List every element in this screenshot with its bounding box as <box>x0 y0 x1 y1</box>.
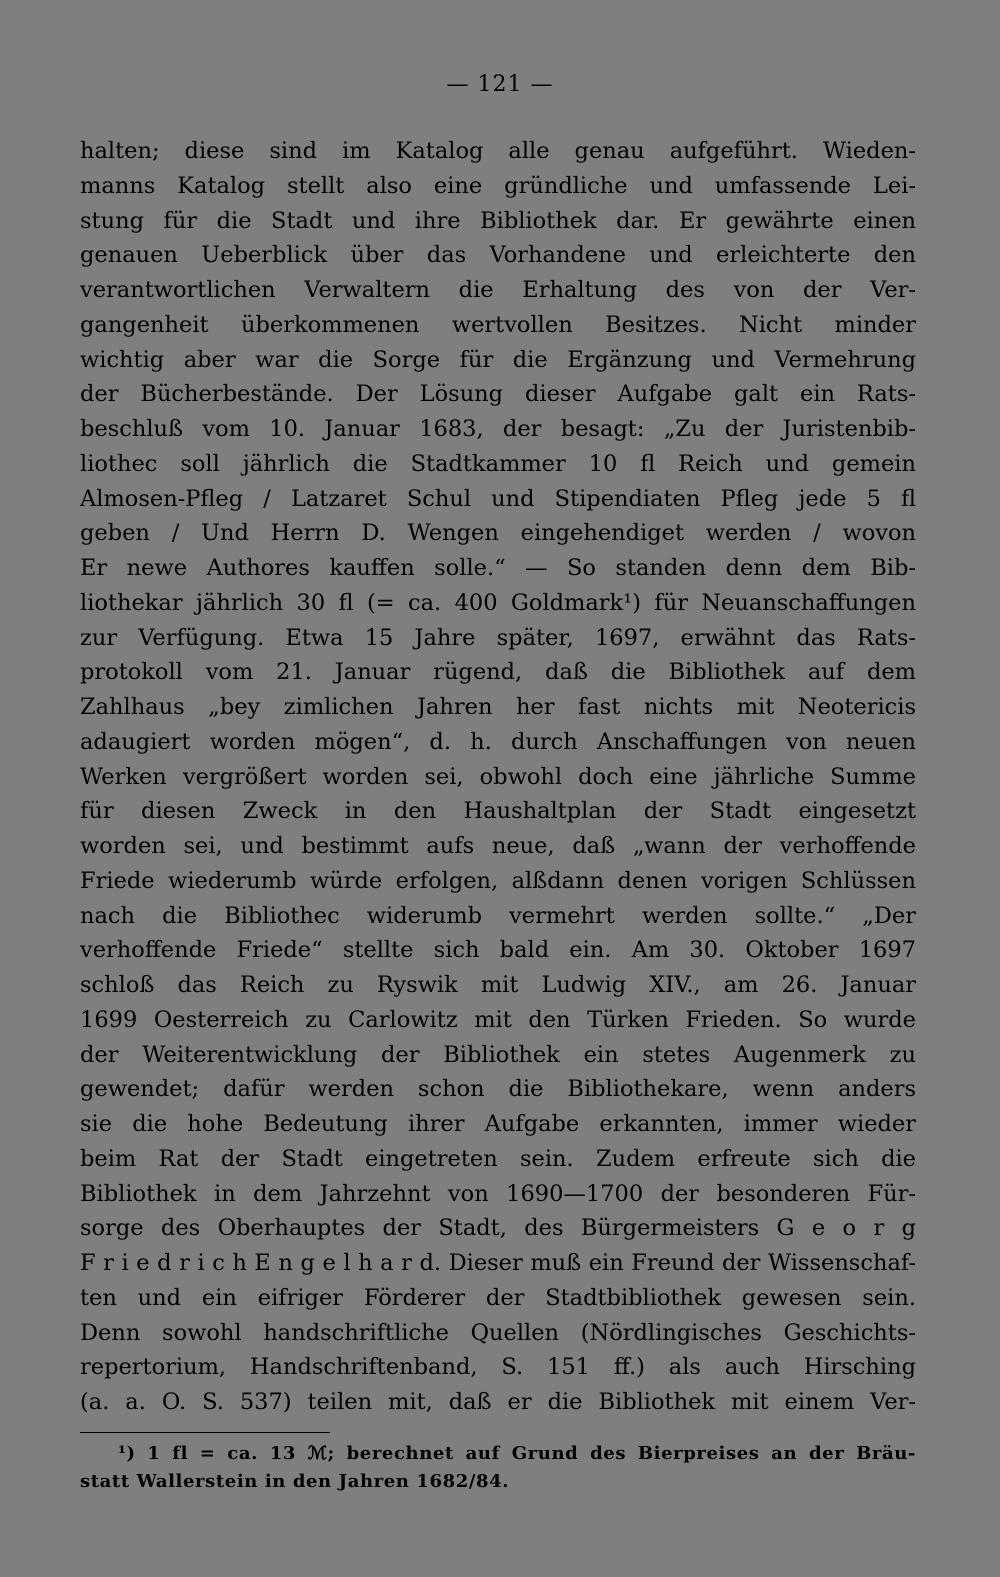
text-line: verantwortlichen Verwaltern die Erhaltung des von der Ver- <box>80 277 916 303</box>
text-line: stung für die Stadt und ihre Bibliothek dar. Er gewährte einen <box>80 207 916 234</box>
text-line: (a. a. O. S. 537) teilen mit, daß er die Bibliothek mit einem Ver- <box>80 1389 916 1415</box>
text-line: gangenheit überkommenen wertvollen Besitzes. Nicht minder <box>80 311 916 338</box>
text-line: zur Verfügung. Etwa 15 Jahre später, 1697, erwähnt das Rats- <box>80 624 916 651</box>
text-line: wichtig aber war die Sorge für die Ergänzung und Vermehrung <box>80 346 916 373</box>
text-line: F r i e d r i c h E n g e l h a r d. Dieser muß ein Freund der Wissenschaf- <box>80 1250 916 1276</box>
text-line: schloß das Reich zu Ryswik mit Ludwig XIV., am 26. Januar <box>80 972 916 998</box>
text-line: Er newe Authores kauffen solle.“ — So standen denn dem Bib- <box>80 555 916 581</box>
text-line: manns Katalog stellt also eine gründliche und umfassende Lei- <box>80 172 916 199</box>
text-line: 1699 Oesterreich zu Carlowitz mit den Türken Frieden. So wurde <box>80 1006 916 1033</box>
text-line: geben / Und Herrn D. Wengen eingehendiget werden / wovon <box>80 520 916 547</box>
text-line: verhoffende Friede“ stellte sich bald ein. Am 30. Oktober 1697 <box>80 937 916 964</box>
text-line: Werken vergrößert worden sei, obwohl doch eine jährliche Summe <box>80 763 916 790</box>
text-line: ten und ein eifriger Förderer der Stadtbibliothek gewesen sein. <box>80 1284 916 1311</box>
text-line: liothec soll jährlich die Stadtkammer 10 fl Reich und gemein <box>80 450 916 477</box>
text-line: protokoll vom 21. Januar rügend, daß die Bibliothek auf dem <box>80 659 916 686</box>
text-line: beschluß vom 10. Januar 1683, der besagt: „Zu der Juristenbib- <box>80 416 916 442</box>
text-line: adaugiert worden mögen“, d. h. durch Anschaffungen von neuen <box>80 728 916 755</box>
text-line: Denn sowohl handschriftliche Quellen (Nördlingisches Geschichts- <box>80 1319 916 1346</box>
text-line: Almosen-Pfleg / Latzaret Schul und Stipendiaten Pfleg jede 5 fl <box>80 485 916 512</box>
text-line: halten; diese sind im Katalog alle genau aufgeführt. Wieden- <box>80 138 916 164</box>
text-line: nach die Bibliothec widerumb vermehrt werden sollte.“ „Der <box>80 902 916 929</box>
text-line: beim Rat der Stadt eingetreten sein. Zudem erfreute sich die <box>80 1145 916 1172</box>
text-line: gewendet; dafür werden schon die Bibliothekare, wenn anders <box>80 1076 916 1103</box>
footnote-line: ¹) 1 fl = ca. 13 ℳ; berechnet auf Grund des Bierpreises an der Bräu- <box>118 1443 916 1464</box>
text-line: Friede wiederumb würde erfolgen, alßdann denen vorigen Schlüssen <box>80 867 916 894</box>
footnote-line: statt Wallerstein in den Jahren 1682/84. <box>80 1471 510 1492</box>
text-line: worden sei, und bestimmt aufs neue, daß „wann der verhoffende <box>80 833 916 859</box>
text-line: sorge des Oberhauptes der Stadt, des Bürgermeisters G e o r g <box>80 1215 916 1242</box>
text-line: der Bücherbestände. Der Lösung dieser Aufgabe galt ein Rats- <box>80 381 916 408</box>
page-number: — 121 — <box>446 72 554 97</box>
text-line: für diesen Zweck in den Haushaltplan der Stadt eingesetzt <box>80 798 916 825</box>
text-line: der Weiterentwicklung der Bibliothek ein stetes Augenmerk zu <box>80 1041 916 1068</box>
footnote-divider <box>80 1432 330 1433</box>
text-line: Bibliothek in dem Jahrzehnt von 1690—1700 der besonderen Für- <box>80 1180 916 1207</box>
text-line: repertorium, Handschriftenband, S. 151 ff.) als auch Hirsching <box>80 1354 916 1381</box>
text-line: Zahlhaus „bey zimlichen Jahren her fast nichts mit Neotericis <box>80 694 916 720</box>
body-text <box>80 134 916 1420</box>
text-line: sie die hohe Bedeutung ihrer Aufgabe erkannten, immer wieder <box>80 1111 916 1137</box>
footnotes <box>80 1440 916 1496</box>
text-line: liothekar jährlich 30 fl (= ca. 400 Goldmark¹) für Neuanschaffungen <box>80 589 916 616</box>
text-line: genauen Ueberblick über das Vorhandene und erleichterte den <box>80 242 916 269</box>
